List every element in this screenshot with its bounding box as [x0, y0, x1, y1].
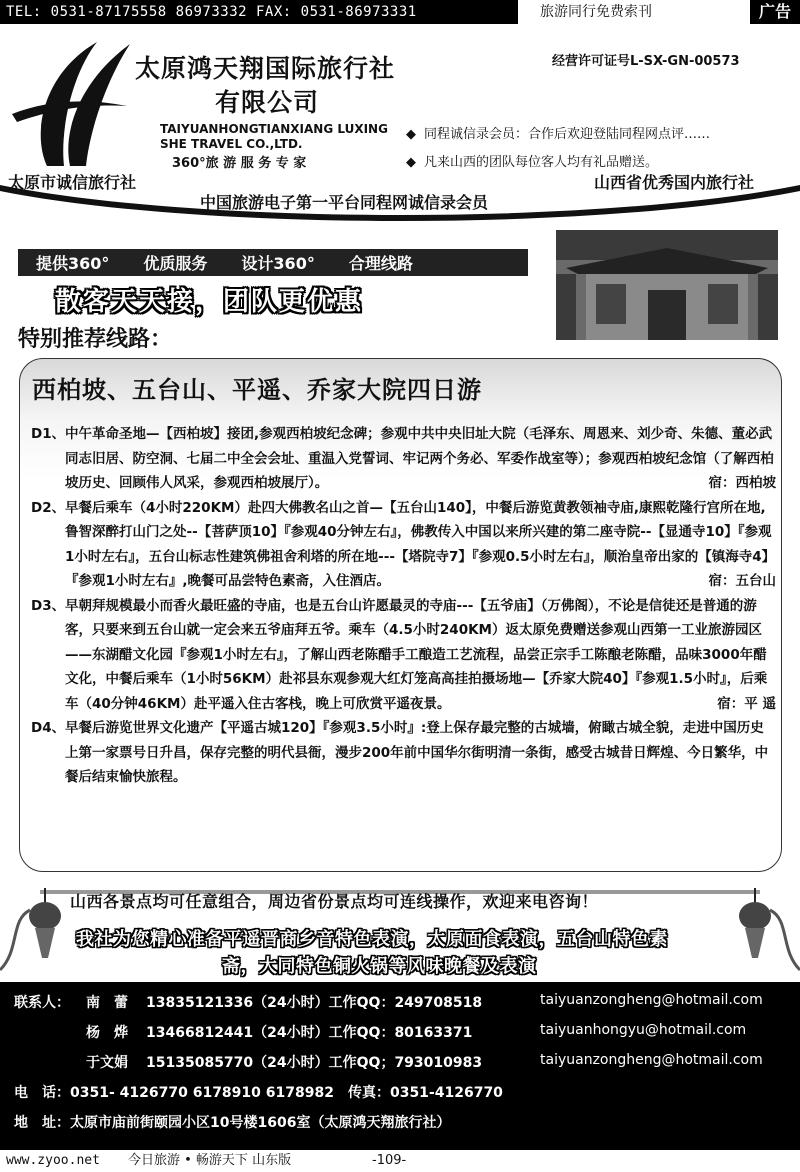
special-routes-heading: 特别推荐线路： — [18, 327, 173, 352]
page-footer — [0, 1150, 800, 1172]
day-label: D1、 — [31, 426, 66, 442]
contact-email-link[interactable]: taiyuanhongyu@hotmail.com — [540, 1022, 747, 1038]
service-banner — [18, 249, 528, 276]
contact-email-link[interactable]: taiyuanzongheng@hotmail.com — [540, 992, 763, 1008]
company-name-line1: 太原鸿天翔国际旅行社 — [135, 54, 396, 83]
company-en-line2: SHE TRAVEL CO.,LTD. — [160, 137, 303, 151]
company-en-line1: TAIYUANHONGTIANXIANG LUXING — [160, 122, 388, 136]
performance-notice-line1: 我社为您精心准备平遥晋商乡音特色表演，太原面食表演，五台山特色素 — [76, 929, 668, 950]
banner-item: 合理线路 — [348, 254, 413, 273]
magazine-slogan: 今日旅游 • 畅游天下 山东版 — [128, 1153, 292, 1168]
header-bullets — [406, 121, 710, 177]
company-name-cn — [135, 52, 395, 120]
banner-item: 优质服务 — [143, 254, 208, 273]
website-link[interactable]: www.zyoo.net — [6, 1153, 100, 1168]
itinerary-day-2 — [31, 496, 776, 594]
bullet-item: ◆ 凡来山西的团队每位客人均有礼品赠送。 — [406, 149, 710, 177]
day-label: D3、 — [31, 597, 66, 614]
combination-notice: 山西各景点均可任意组合，周边省份景点均可连线操作，欢迎来电咨询！ — [70, 892, 599, 911]
telephone-fax: 电 话：0351- 4126770 6178910 6178982 传真：0351-4126770 — [14, 1085, 503, 1101]
day-label: D2、 — [31, 499, 66, 516]
banner-item: 设计360° — [241, 254, 315, 273]
day-label: D4、 — [31, 720, 66, 736]
day-stay: 宿：五台山 — [708, 573, 776, 589]
contact-label: 联系人： — [14, 995, 70, 1011]
itinerary — [31, 422, 776, 790]
contact-name: 杨 烨 — [86, 1025, 128, 1041]
contact-name: 于文娟 — [86, 1055, 128, 1071]
excellent-agency-label: 山西省优秀国内旅行社 — [594, 173, 755, 192]
day-stay: 宿：平 遥 — [717, 695, 776, 712]
company-logo-icon — [12, 34, 137, 174]
contact-phone: 13466812441（24小时）工作QQ：80163371 — [146, 1025, 473, 1041]
day-stay: 宿：西柏坡 — [708, 475, 776, 491]
contact-phone: 13835121336（24小时）工作QQ：249708518 — [146, 995, 483, 1011]
left-lantern-icon — [0, 888, 61, 970]
day-text: 中午革命圣地—【西柏坡】接团,参观西柏坡纪念碑；参观中共中央旧址大院（毛泽东、周恩来、刘少奇、朱德、董必武同志旧居、防空洞、七届二中全会会址、重温入党誓词、牢记两个务必、军委作战室等）；参观西柏坡纪念馆（了解西柏坡历史、回顾伟人风采，参观西柏坡展厅）。 — [65, 426, 774, 491]
performance-notice-line2: 斋，大同特色铜火锅等风味晚餐及表演 — [222, 956, 537, 977]
itinerary-day-1 — [31, 422, 776, 496]
license-number: 经营许可证号L-SX-GN-00573 — [552, 54, 740, 69]
temple-photo — [556, 230, 778, 340]
contact-email-link[interactable]: taiyuanzongheng@hotmail.com — [540, 1052, 763, 1068]
tel-fax-line: TEL: 0531-87175558 86973332 FAX: 0531-86973331 — [0, 0, 518, 24]
bullet-item: ◆ 同程诚信录会员：合作后欢迎登陆同程网点评…… — [406, 121, 710, 149]
banner-item: 提供360° — [36, 254, 110, 273]
contact-block — [0, 982, 800, 1150]
page-number: -109- — [372, 1153, 407, 1168]
company-name-line2: 有限公司 — [215, 88, 320, 117]
service-tagline: 360°旅 游 服 务 专 家 — [172, 156, 307, 171]
company-name-en — [160, 122, 388, 152]
day-text: 早餐后游览世界文化遗产【平遥古城120】『参观3.5小时』:登上保存最完整的古城墙，俯瞰古城全貌，走进中国历史上第一家票号日升昌，保存完整的明代县衙，漫步200年前中国华尔街明清一条街，感受古城昔日辉煌、今日繁华，中餐后结束愉快旅程。 — [65, 720, 769, 785]
route-title: 西柏坡、五台山、平遥、乔家大院四日游 — [32, 376, 482, 404]
free-catalog-tagline: 旅游同行免费索刊 — [540, 4, 652, 20]
credit-agency-label: 太原市诚信旅行社 — [8, 173, 137, 192]
contact-name: 南 蕾 — [86, 995, 128, 1011]
contact-phone: 15135085770（24小时）工作QQ；793010983 — [146, 1055, 483, 1071]
ad-label: 广告 — [750, 0, 800, 24]
day-text: 早朝拜规模最小而香火最旺盛的寺庙，也是五台山许愿最灵的寺庙---【五爷庙】（万佛阁），不论是信徒还是普通的游客，只要来到五台山就一定会来五爷庙拜五爷。乘车（4.5小时240KM）返太原免费赠送参观山西第一工业旅游园区——东湖醋文化园『参观1小时左右』，了解山西老陈醋手工酿造工艺流程，品尝正宗手工陈酿老陈醋，品味3000年醋文化，中餐后乘车（1小时56KM）赴祁县东观参观大红灯笼高高挂拍摄场地—【乔家大院40】『参观1.5小时』，后乘车（40分钟46KM）赴平遥入住古客栈，晚上可欣赏平遥夜景。 — [65, 597, 768, 712]
address: 地 址：太原市庙前街颐园小区10号楼1606室（太原鸿天翔旅行社） — [14, 1115, 451, 1131]
itinerary-day-3 — [31, 594, 776, 717]
top-bar — [0, 0, 800, 24]
right-lantern-icon — [739, 888, 800, 970]
itinerary-day-4 — [31, 716, 776, 790]
main-slogan: 散客天天接，团队更优惠 — [55, 287, 364, 317]
day-text: 早餐后乘车（4小时220KM）赴四大佛教名山之首—【五台山140】，中餐后游览黄教领袖寺庙,康熙乾隆行宫所在地,鲁智深醉打山门之处--【菩萨顶10】『参观40分钟左右』，佛教传入中国以来所兴建的第二座寺院--【显通寺10】『参观1小时左右』，五台山标志性建筑佛祖舍利塔的所在地---【塔院寺7】『参观0.5小时左右』，顺治皇帝出家的【镇海寺4】『参观1小时左右』,晚餐可品尝特色素斋，入住酒店。 — [65, 499, 776, 589]
tongcheng-member-label: 中国旅游电子第一平台同程网诚信录会员 — [200, 193, 489, 212]
